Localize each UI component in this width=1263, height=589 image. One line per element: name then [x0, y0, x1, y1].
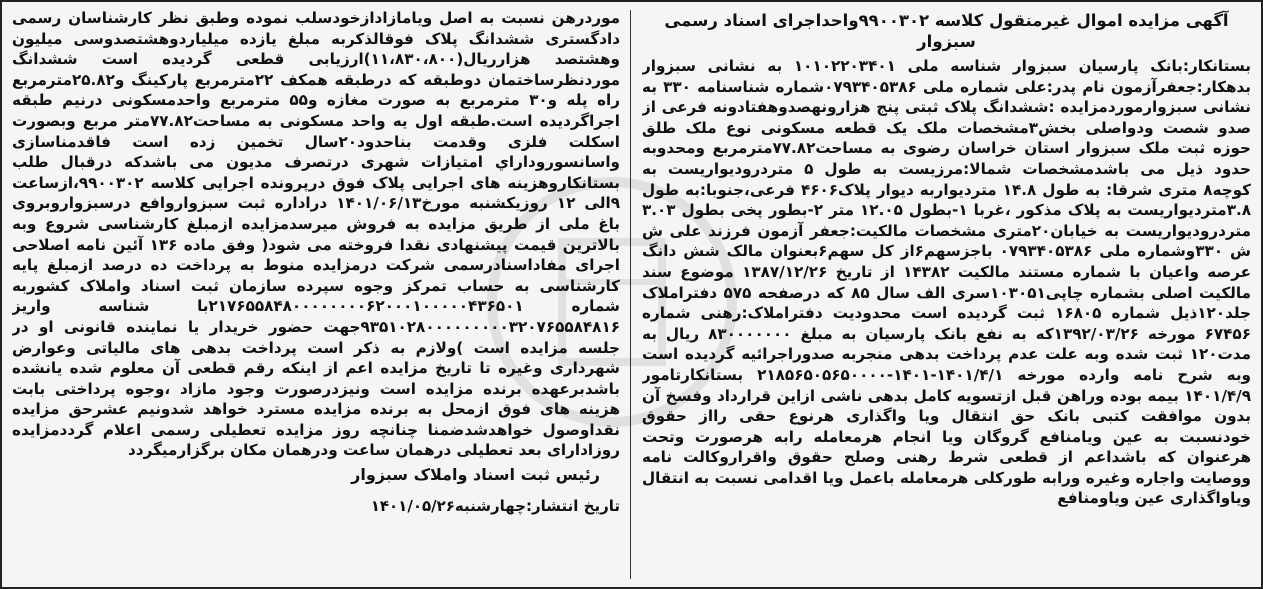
left-column-text: موردرهن نسبت به اصل ویامازادازخودسلب نموده وطبق نظر کارشناسان رسمی دادگستری ششدانگ پلاک فوقالذکربه مبلغ یازده میلیاردوهشتصدوسی میلیون وهشتصد هزارریال(۱۱،۸۳۰،۸۰۰)ارزیابی قطعی گردیده است ششدانگ موردنظرساختمان دوطبقه که درطبقه همکف ۲۲مترمربع پارکینگ و۲۵.۸۲مترمربع راه پله و۳۰ مترمربع به صورت مغازه و۵۵ مترمربع واحدمسکونی درنیم طبقه اجراگردیده است.طبقه اول یه واحد مسکونی به مساحت۷۷.۸۲متر مربع وبصورت اسکلت فلزی وقدمت بناحدود۲۰سال تخمین زده است فاقدمناسازی واسانسوروداراي امتیازات شهری درتصرف مدیون می باشدکه درقبال طلب بستانکاروهزینه های اجرایی پلاک فوق درپرونده اجرایی کلاسه ۹۹۰۰۳۰۲،ازساعت ۹الی ۱۲ روزیکشنبه مورخ۱۴۰۱/۰۶/۱۳ دراداره ثبت سبزواروافع درسبزواروبروی باغ ملی از طریق مزایده به فروش میرسدمزایده ازمبلغ کارشناسی شروع وبه بالاترین قیمت پیشنهادی نقدا فروخته می شود( وفق ماده ۱۳۶ آئین نامه اصلاحی اجرای مفاداسنادرسمی شرکت درمزایده منوط به پرداخت ده درصد ازمبلغ پایه کارشناسی به حساب تمرکز وجوه سپرده سازمان ثبت اسناد واملاک کشوربه شماره ۲۱۷۶۵۵۸۴۸۰۰۰۰۰۰۰۰۶۲۰۰۰۱۰۰۰۰۰۴۳۶۵۰۱با شناسه واریز ۹۳۵۱۰۲۸۰۰۰۰۰۰۰۰۰۳۲۰۷۶۵۵۸۴۸۱۶جهت حضور خریدار یا نماینده قانونی او در جلسه مزایده است )ولازم به ذکر است پرداخت بدهی های مالیاتی وعوارض شهرداری وغیره تا تاریخ مزایده اعم از اینکه رقم قطعی آن معلوم شده یانشده باشدبرعهده برنده مزایده است ونیزدرصورت وجود مازاد ،وجوه پرداختی بابت هزینه های فوق ازمحل به برنده مزایده مسترد خواهد شدونیم عشرحق مزایده نقداوصول خواهدشدضمنا چنانچه روز مزایده تعطیلی رسمی اعلام گرددمزایده روزادارای بعد تعطیلی درهمان ساعت ودرهمان مکان برگزارمیگردد [12, 9, 620, 460]
left-column [12, 8, 620, 581]
notice-title: آگهی مزایده اموال غیرمنقول کلاسه ۹۹۰۰۳۰۲واحداجرای اسناد رسمی سبزوار [664, 11, 1229, 51]
right-column [642, 8, 1251, 581]
right-column-text: بستانکار:بانک پارسیان سبزوار شناسه ملی ۱۰۱۰۲۲۰۳۴۰۱ به نشانی سبزوار بدهکار:جعفرآزمون نام پدر:علی شماره ملی ۰۷۹۳۴۰۵۳۸۶شماره شناسنامه ۳۳۰ به نشانی سبزوارموردمزایده :ششدانگ پلاک ثبتی پنج هزارونهصدوهفتادونه فرعی از صدو شصت ودواصلی بخش۳مشخصات ملک یک قطعه مسکونی نوع ملک طلق حوزه ثبت ملک سبزوار استان خراسان رضوی به مساحت۷۷.۸۲مترمربع ومحدوبه حدود ذیل می باشدمشخصات شمالا:مرزیست به طول ۵ متردرودیواریست به کوچه۸ متری شرقا: به طول ۱۴.۸ متردیواربه دیوار پلاک۴۶۰۶ فرعی،جنوبا:به طول ۳.۸متردیواریست به پلاک مذکور ،غربا ۱-بطول ۱۲.۰۵ متر ۲-بطور پخی بطول ۳.۰۳ متردرودیواریست به خیابان۲۰متری مشخصات مالکیت:جعفر آزمون فرزند علی ش ش ۳۳۰وشماره ملی ۰۷۹۳۴۰۵۳۸۶ باجزسهم۶از کل سهم۶بعنوان مالک شش دانگ عرصه واعیان با شماره مستند مالکیت ۱۴۳۸۲ از تاریخ ۱۳۸۷/۱۲/۲۶ موضوع سند مالکیت اصلی بشماره چاپی۱۰۳۰۵۱سری الف سال ۸۵ که درصفحه ۵۷۵ دفتراملاک جلد۱۲۰ذیل شماره ۱۶۸۰۵ ثبت گردیده است محدودیت دفتراملاک:رهنی شماره ۶۷۴۵۶ مورخه ۱۳۹۲/۰۳/۲۶که به نفع بانک پارسیان به مبلغ ۸۳۰۰۰۰۰۰۰ ریال به مدت۱۲۰ ثبت شده وبه علت عدم پرداخت بدهی منجربه صدوراجرائیه گردیده است وبه شرح نامه وارده مورخه ۱۴۰۱/۴/۱-۱۴۰۱-۲۱۸۵۶۵۰۵۶۵۰۰۰۰ بستانکارتامور ۱۴۰۱/۴/۹ بیمه بوده وراهن قبل ازتسویه کامل بدهی ناشی ازاین قرارداد وفسخ آن بدون موافقت کتبی بانک حق انتقال ویا واگذاری هرنوع حقی رااز حقوق خودنسبت به عین ویامنافع گروگان ویا انجام هرمعامله رابه هرصورت وتحت هرعنوان که باشداعم از قطعی شرط رهنی وصلح حقوق واقراروکالت نامه ووصایت واجاره وغیره ورابه طورکلی هرمعامله باعمل ویا اقدامی نسبت به انتقال ویاواگذاری عین ویاومنافع [642, 57, 1251, 508]
publication-date: تاریخ انتشار:چهارشنبه۱۴۰۱/۰۵/۲۶ [370, 496, 620, 515]
signature: رئیس ثبت اسناد واملاک سبزوار [351, 465, 600, 485]
column-divider [630, 10, 631, 579]
